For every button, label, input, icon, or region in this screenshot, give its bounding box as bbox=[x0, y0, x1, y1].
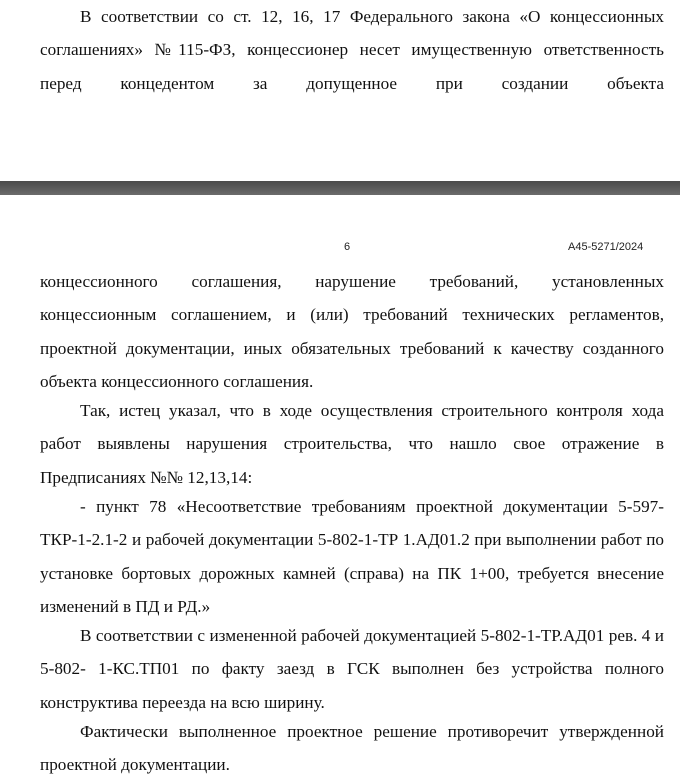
paragraph-actual-solution: Фактически выполненное проектное решение противоречит утвержденной проектной документации. bbox=[40, 722, 664, 775]
paragraph-claimant-stated: Так, истец указал, что в ходе осуществления строительного контроля хода работ выявлены нарушения строительства, что нашло свое отражение в Предписаниях №№ 12,13,14: bbox=[40, 401, 664, 487]
page-number: 6 bbox=[344, 241, 351, 253]
case-number: А45-5271/2024 bbox=[568, 241, 644, 253]
document-page-top bbox=[0, 0, 680, 181]
paragraph-concession-law: В соответствии со ст. 12, 16, 17 Федерального закона «О концессионных соглашениях» №115-ФЗ, концессионер несет имущественную ответственность перед концедентом за допущенное при создании объекта bbox=[40, 7, 664, 93]
paragraph-item-78: - пункт 78 «Несоответствие требованиям проектной документации 5-597-ТКР-1-2.1-2 и рабочей документации 5-802-1-ТР 1.АД01.2 при выполнении работ по установке бортовых дорожных камней (справа) на ПК 1+00, требуется внесение изменений в ПД и РД.» bbox=[40, 497, 664, 617]
page-separator bbox=[0, 181, 680, 195]
paragraph-continuation: концессионного соглашения, нарушение требований, установленных концессионным соглашением, и (или) требований технических регламентов, проектной документации, иных обязательных требований к качеству созданного объекта концессионного соглашения. bbox=[40, 272, 664, 392]
paragraph-revised-documentation: В соответствии с измененной рабочей документацией 5-802-1-ТР.АД01 рев. 4 и 5-802- 1-КС.ТП01 по факту заезд в ГСК выполнен без устройства полного конструктива переезда на всю ширину. bbox=[40, 626, 664, 712]
